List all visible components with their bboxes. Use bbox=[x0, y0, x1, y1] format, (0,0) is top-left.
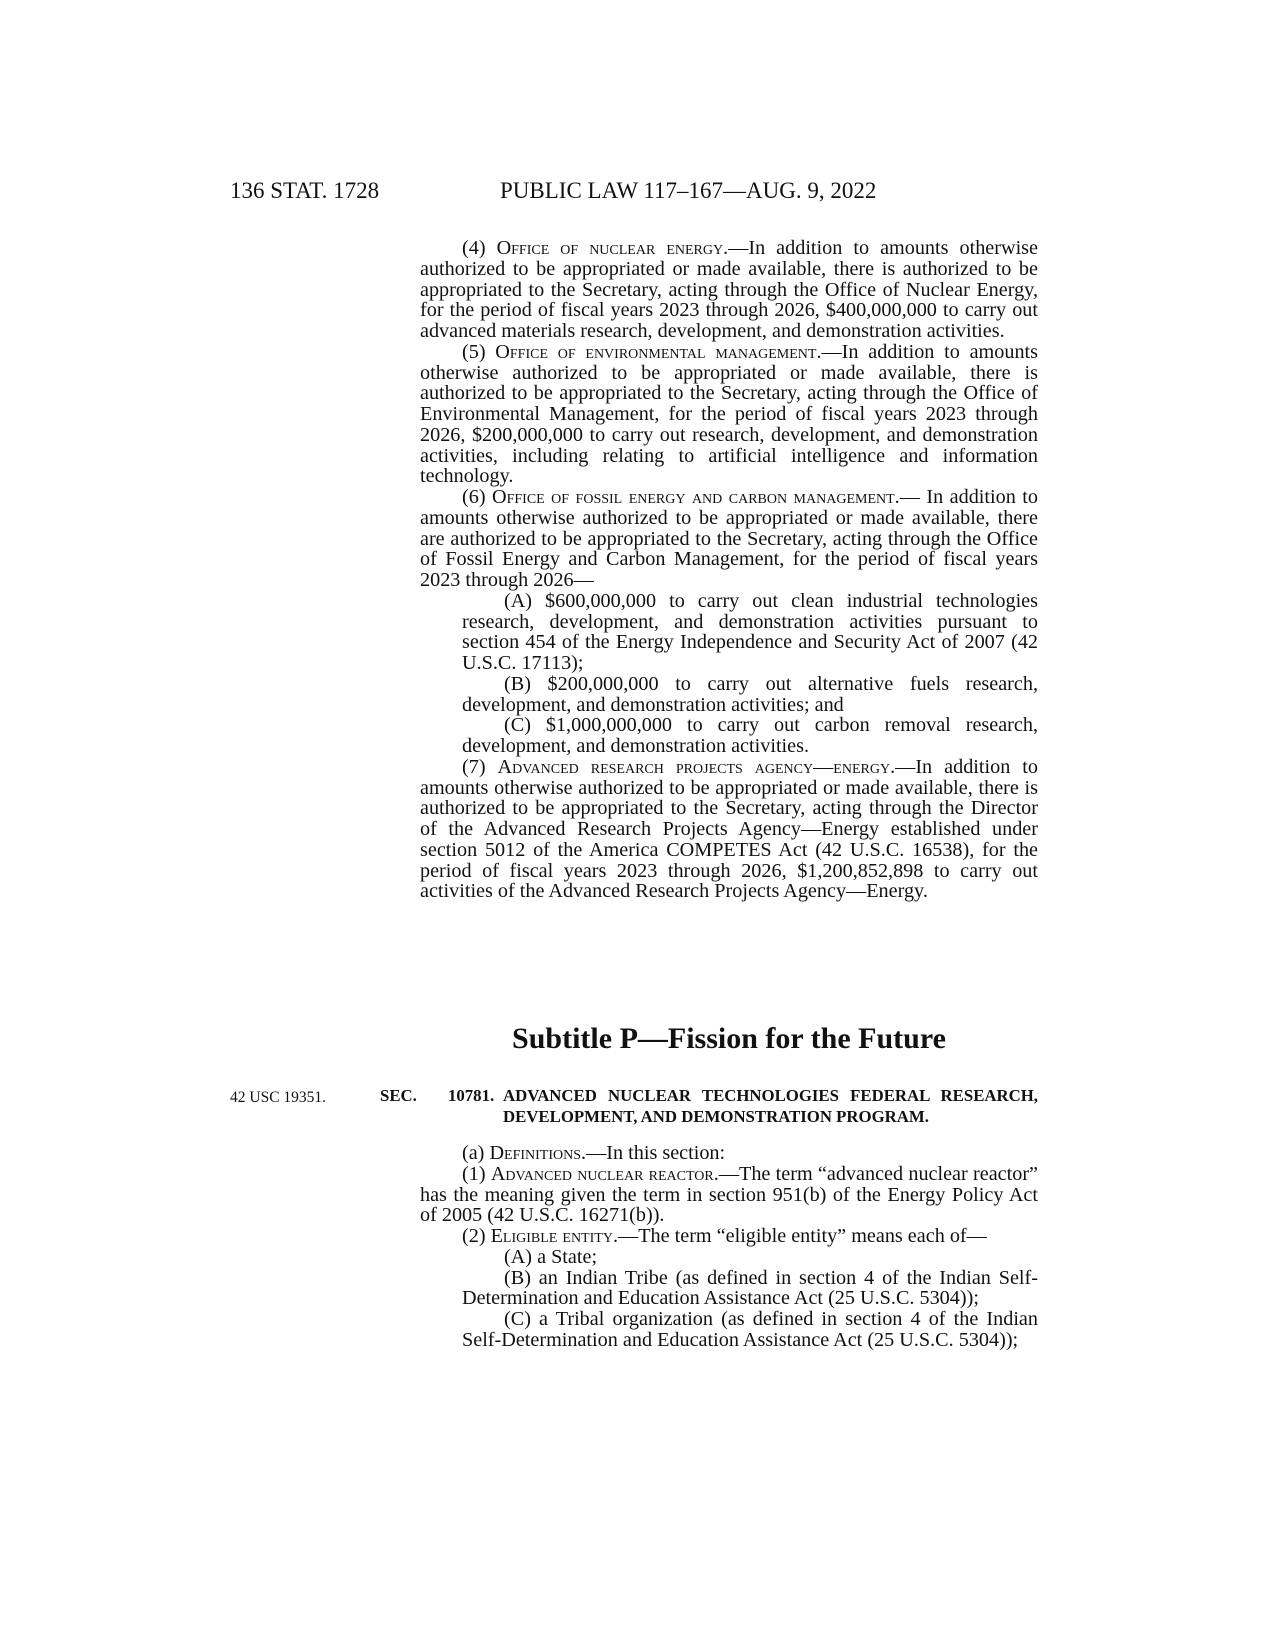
para-number: (6) bbox=[462, 486, 493, 508]
para-number: (4) bbox=[462, 237, 497, 259]
para-body: .—In addition to amounts otherwise authorized to be appropriated or made available, there is authorized to be appropriated to the Secretary, acting through the Director of the Advanced Research Projects Agency—Energy established under section 5012 of the America COMPETES Act (42 U.S.C. 16538), for the period of fiscal years 2023 through 2026, $1,200,852,898 to carry out activities of the Advanced Research Projects Agency—Energy. bbox=[420, 755, 1039, 903]
para-body: .—The term “eligible entity” means each of— bbox=[612, 1225, 987, 1247]
para-number: (a) bbox=[462, 1142, 490, 1164]
definition-2b: (B) an Indian Tribe (as defined in section 4 of the Indian Self-Determination and Education Assistance Act (25 U.S.C. 5304)); bbox=[462, 1266, 1038, 1310]
text-column bbox=[420, 238, 1038, 902]
subparagraph-6b: (B) $200,000,000 to carry out alternative fuels research, development, and demonstration activities; and bbox=[462, 672, 1038, 716]
subtitle-heading: Subtitle P—Fission for the Future bbox=[512, 1022, 946, 1055]
para-body: .—In this section: bbox=[581, 1142, 726, 1164]
section-number: 10781. bbox=[448, 1086, 495, 1105]
definition-2 bbox=[420, 1226, 1038, 1247]
paragraph-7 bbox=[420, 757, 1038, 902]
para-body: .—In addition to amounts otherwise authorized to be appropriated or made available, there is authorized to be appropriated to the Secretary, acting through the Office of Environmental Management, for the period of fiscal years 2023 through 2026, $200,000,000 to carry out research, development, and demonstration activities, including relating to artificial intelligence and information technology. bbox=[420, 340, 1038, 488]
para-heading: Advanced nuclear reactor bbox=[490, 1162, 714, 1185]
para-heading: Office of environmental management bbox=[495, 340, 817, 363]
para-body: .—The term “advanced nuclear reactor” has the meaning given the term in section 951(b) of the Energy Policy Act of 2005 (42 U.S.C. 16271(b)). bbox=[420, 1162, 1038, 1227]
para-body: .— In addition to amounts otherwise authorized to be appropriated or made available, there are authorized to be appropriated to the Secretary, acting through the Office of Fossil Energy and Carbon Management, for the period of fiscal years 2023 through 2026— bbox=[420, 486, 1038, 591]
stat-citation: 136 STAT. 1728 bbox=[230, 178, 380, 203]
paragraph-6 bbox=[420, 487, 1038, 591]
para-number: (2) bbox=[462, 1225, 491, 1247]
para-heading: Advanced research projects agency—energy bbox=[497, 755, 891, 778]
running-head bbox=[0, 178, 1275, 210]
law-title: PUBLIC LAW 117–167—AUG. 9, 2022 bbox=[500, 178, 877, 203]
para-body: .—In addition to amounts otherwise authorized to be appropriated or made available, there is authorized to be appropriated to the Secretary, acting through the Office of Nuclear Energy, for the period of fiscal years 2023 through 2026, $400,000,000 to carry out advanced materials research, development, and demonstration activities. bbox=[420, 237, 1038, 342]
definition-2a: (A) a State; bbox=[504, 1245, 598, 1268]
para-number: (1) bbox=[462, 1162, 491, 1185]
subparagraph-6c: (C) $1,000,000,000 to carry out carbon removal research, development, and demonstration activities. bbox=[462, 714, 1038, 757]
definitions-intro bbox=[420, 1143, 1038, 1164]
para-number: (7) bbox=[462, 755, 498, 778]
section-title: ADVANCED NUCLEAR TECHNOLOGIES FEDERAL RESEARCH, DEVELOPMENT, AND DEMONSTRATION PROGRAM. bbox=[503, 1086, 1038, 1126]
definition-1 bbox=[420, 1164, 1038, 1226]
para-heading: Eligible entity bbox=[490, 1225, 613, 1247]
margin-note: 42 USC 19351. bbox=[230, 1089, 327, 1106]
section-label: SEC. bbox=[380, 1086, 417, 1105]
para-heading: Definitions bbox=[489, 1142, 582, 1164]
definition-2c: (C) a Tribal organization (as defined in section 4 of the Indian Self-Determination and Education Assistance Act (25 U.S.C. 5304)); bbox=[462, 1308, 1038, 1351]
para-number: (5) bbox=[462, 340, 496, 363]
paragraph-4 bbox=[420, 238, 1038, 342]
subparagraph-6a: (A) $600,000,000 to carry out clean industrial technologies research, development, and demonstration activities pursuant to section 454 of the Energy Independence and Security Act of 2007 (42 U.S.C. 17113); bbox=[462, 589, 1038, 674]
para-heading: Office of nuclear energy bbox=[496, 237, 724, 259]
para-heading: Office of fossil energy and carbon management bbox=[492, 486, 895, 508]
paragraph-5 bbox=[420, 342, 1038, 487]
definitions-column bbox=[420, 1143, 1038, 1351]
